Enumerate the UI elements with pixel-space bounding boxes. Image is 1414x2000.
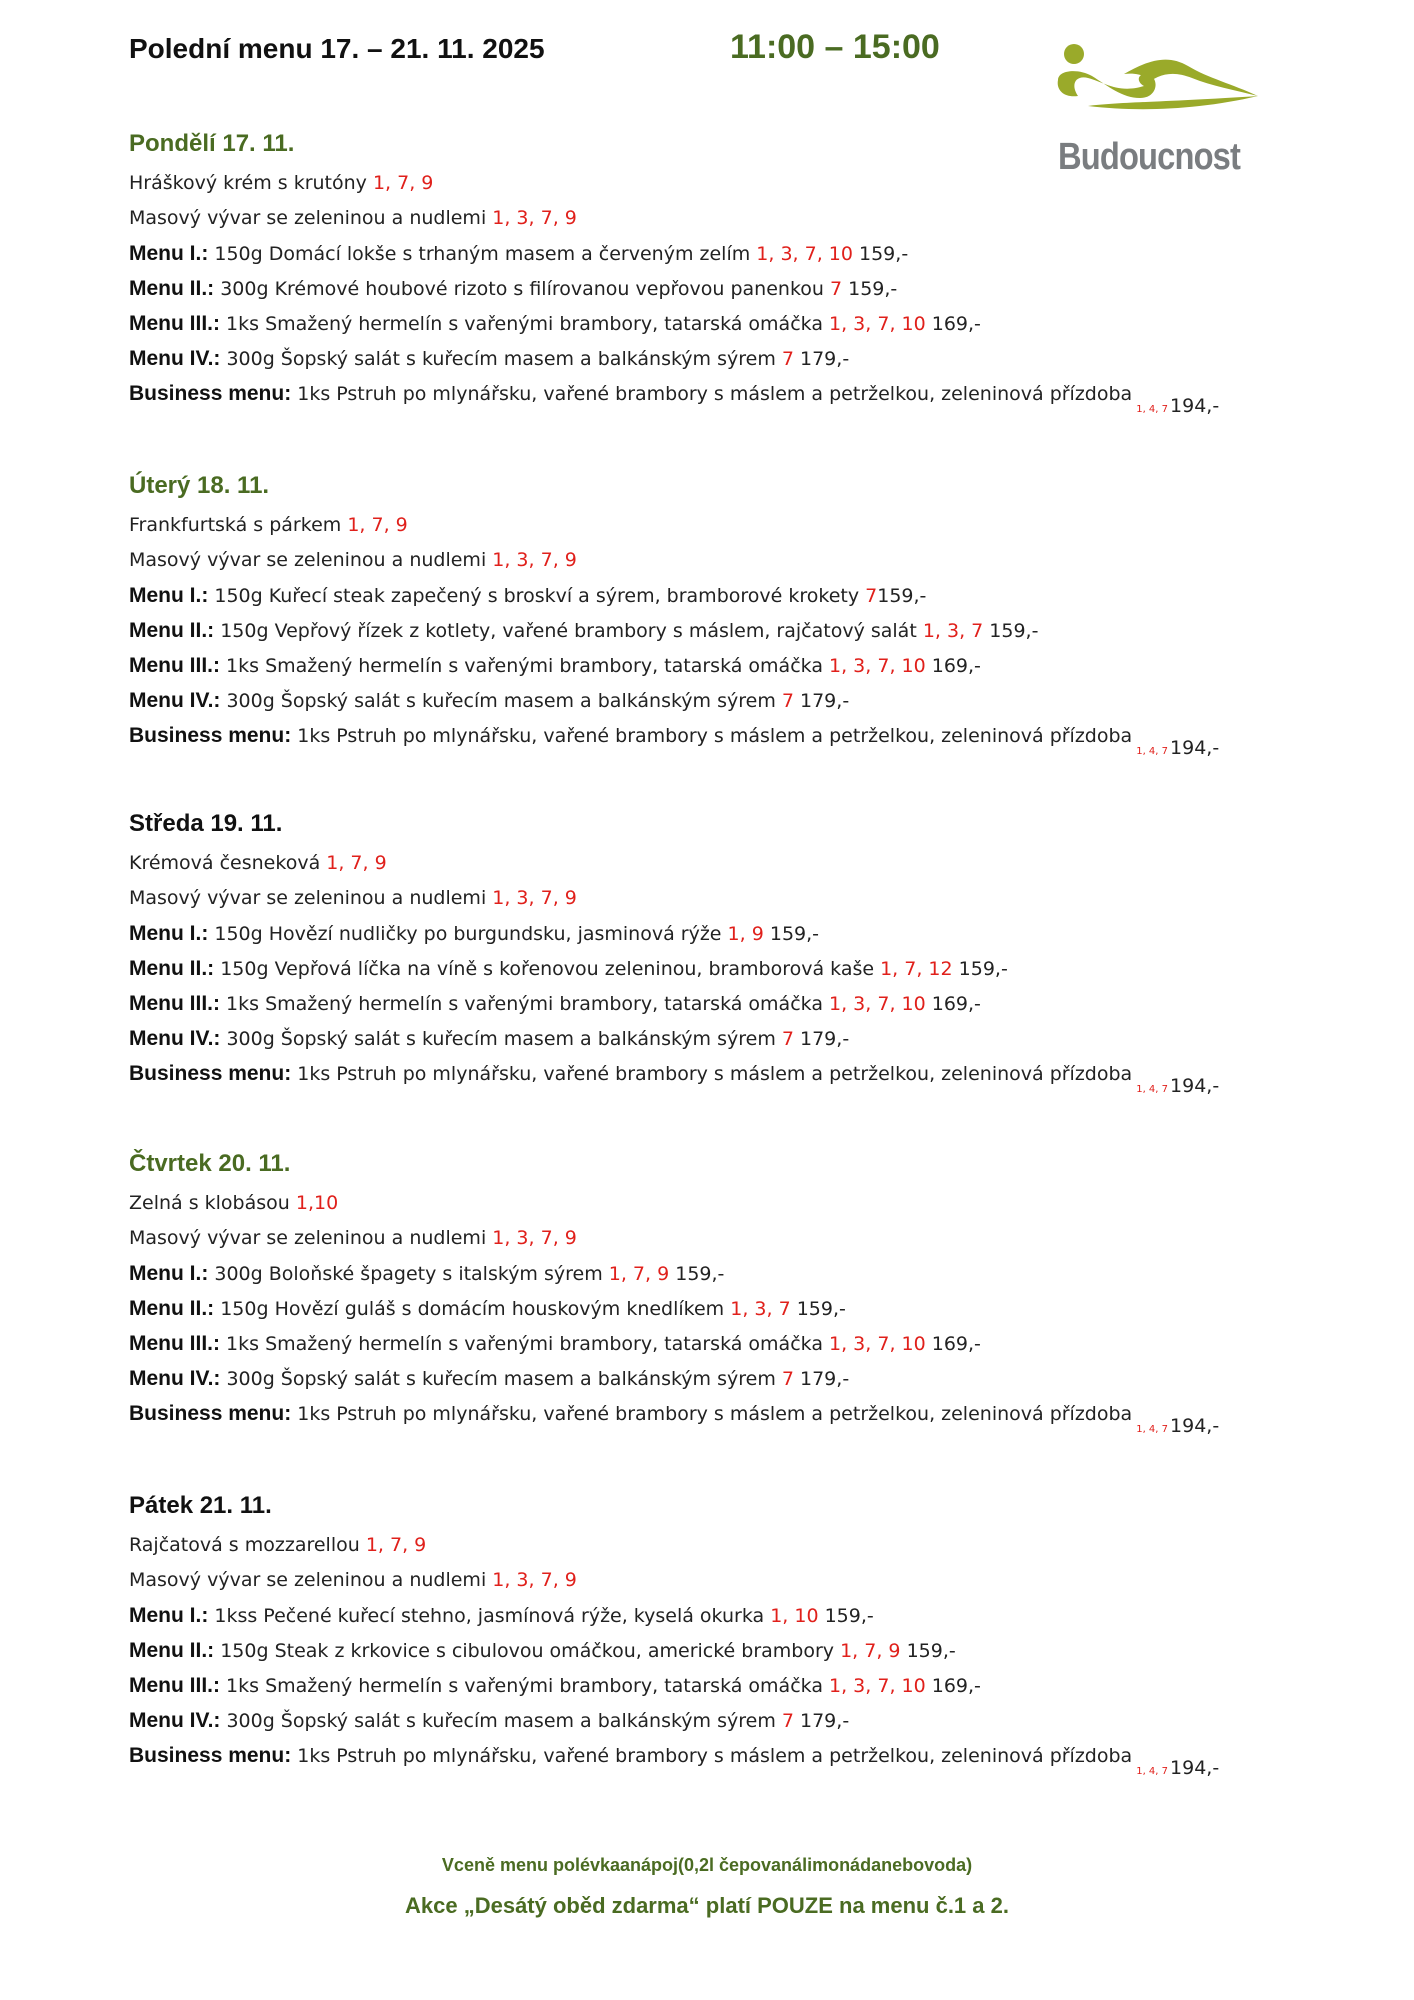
menu-label: Menu IV.:: [129, 689, 221, 712]
menu-item: [129, 1326, 1289, 1361]
allergens: 7: [781, 1028, 794, 1050]
day-title: Středa 19. 11.: [129, 810, 283, 837]
soup-text: Masový vývar se zeleninou a nudlemi: [129, 207, 493, 229]
day-section: [129, 1150, 1289, 1437]
business-price: 194,-: [1170, 1075, 1220, 1097]
soup-text: Masový vývar se zeleninou a nudlemi: [129, 887, 493, 909]
menu-label: Menu IV.:: [129, 347, 221, 370]
soup-item: [129, 881, 1289, 916]
soup-text: Zelná s klobásou: [129, 1192, 296, 1214]
soup-item: [129, 1528, 1289, 1563]
soup-item: [129, 1186, 1289, 1221]
menu-price: 159,-: [818, 1605, 874, 1627]
menu-item: [129, 986, 1289, 1021]
menu-price: 179,-: [793, 1028, 850, 1050]
soup-item: [129, 846, 1289, 881]
menu-price: 159,-: [669, 1263, 725, 1285]
menu-item: [129, 1291, 1289, 1326]
allergens: 1, 7, 9: [372, 172, 434, 194]
allergens: 7: [781, 1710, 794, 1732]
allergens: 1, 3, 7, 10: [756, 243, 853, 265]
menu-label: Menu I.:: [129, 922, 209, 945]
menu-label: Menu I.:: [129, 1604, 209, 1627]
logo-text: Budoucnost: [1058, 136, 1241, 178]
business-menu-item: [129, 1396, 1289, 1437]
menu-text: 300g Šopský salát s kuřecím masem a balkánským sýrem: [220, 1710, 782, 1732]
soup-item: [129, 1221, 1289, 1256]
menu-item: [129, 271, 1289, 306]
menu-text: 150g Hovězí guláš s domácím houskovým knedlíkem: [214, 1298, 731, 1320]
menu-label: Menu III.:: [129, 992, 220, 1015]
menu-label: Menu IV.:: [129, 1367, 221, 1390]
menu-item: [129, 648, 1289, 683]
menu-text: 150g Vepřový řízek z kotlety, vařené brambory s máslem, rajčatový salát: [214, 620, 923, 642]
business-label: Business menu:: [129, 382, 292, 405]
business-menu-item: [129, 1738, 1289, 1779]
menu-label: Menu III.:: [129, 654, 220, 677]
allergens: 1, 3, 7, 9: [492, 1569, 577, 1591]
menu-price: 169,-: [925, 1675, 981, 1697]
menu-item: [129, 306, 1289, 341]
menu-text: 150g Steak z krkovice s cibulovou omáčkou, americké brambory: [214, 1640, 841, 1662]
allergens: 1, 9: [727, 923, 764, 945]
menu-text: 300g Krémové houbové rizoto s filírovanou vepřovou panenkou: [214, 278, 830, 300]
menu-item: [129, 1021, 1289, 1056]
allergens: 7: [781, 348, 794, 370]
day-title: Pátek 21. 11.: [129, 1492, 272, 1519]
soup-text: Hráškový krém s krutóny: [129, 172, 373, 194]
menu-text: 150g Vepřová líčka na víně s kořenovou zeleninou, bramborová kaše: [214, 958, 881, 980]
day-title: Čtvrtek 20. 11.: [129, 1150, 291, 1177]
business-price: 194,-: [1170, 1757, 1220, 1779]
menu-item: [129, 1668, 1289, 1703]
menu-price: 179,-: [793, 1710, 850, 1732]
menu-price: 159,-: [952, 958, 1008, 980]
menu-price: 169,-: [925, 313, 981, 335]
business-price: 194,-: [1170, 1415, 1220, 1437]
allergens: 1, 7, 9: [365, 1534, 427, 1556]
business-price: 194,-: [1170, 737, 1220, 759]
business-text: 1ks Pstruh po mlynářsku, vařené brambory s máslem a petrželkou, zeleninová přízdoba: [291, 1063, 1133, 1085]
allergens: 1, 3, 7, 10: [829, 1675, 926, 1697]
allergens: 1, 7, 9: [326, 852, 387, 874]
soup-text: Frankfurtská s párkem: [129, 514, 348, 536]
footer-note: Vceně menu polévkaanápoj(0,2l čepovanálimonádanebovoda): [441, 1855, 973, 1875]
soup-item: [129, 508, 1289, 543]
allergens: 1, 3, 7, 10: [829, 1333, 926, 1355]
menu-item: [129, 613, 1289, 648]
menu-text: 1ks Smažený hermelín s vařenými brambory, tatarská omáčka: [220, 1333, 830, 1355]
menu-label: Menu II.:: [129, 277, 215, 300]
allergens: 1, 10: [770, 1605, 819, 1627]
business-label: Business menu:: [129, 1402, 292, 1425]
menu-text: 300g Šopský salát s kuřecím masem a balkánským sýrem: [220, 690, 782, 712]
menu-item: [129, 683, 1289, 718]
menu-price: 169,-: [925, 655, 981, 677]
menu-item: [129, 951, 1289, 986]
menu-text: 300g Šopský salát s kuřecím masem a balkánským sýrem: [220, 1368, 782, 1390]
menu-text: 300g Šopský salát s kuřecím masem a balkánským sýrem: [220, 1028, 782, 1050]
business-menu-item: [129, 376, 1289, 417]
menu-price: 159,-: [790, 1298, 846, 1320]
business-text: 1ks Pstruh po mlynářsku, vařené brambory s máslem a petrželkou, zeleninová přízdoba: [291, 725, 1133, 747]
soup-text: Masový vývar se zeleninou a nudlemi: [129, 549, 493, 571]
menu-text: 1kss Pečené kuřecí stehno, jasmínová rýže, kyselá okurka: [208, 1605, 771, 1627]
menu-item: [129, 1703, 1289, 1738]
soup-text: Masový vývar se zeleninou a nudlemi: [129, 1227, 493, 1249]
menu-text: 300g Šopský salát s kuřecím masem a balkánským sýrem: [220, 348, 782, 370]
allergens: 1, 4, 7: [1136, 1084, 1169, 1095]
business-label: Business menu:: [129, 1062, 292, 1085]
menu-price: 159,-: [842, 278, 898, 300]
menu-text: 150g Kuřecí steak zapečený s broskví a sýrem, bramborové krokety: [208, 585, 866, 607]
menu-label: Menu II.:: [129, 619, 215, 642]
soup-text: Krémová česneková: [129, 852, 327, 874]
menu-price: 159,-: [877, 585, 927, 607]
menu-label: Menu III.:: [129, 1674, 220, 1697]
allergens: 1, 3, 7, 9: [492, 1227, 577, 1249]
allergens: 1, 3, 7, 10: [829, 313, 926, 335]
soup-text: Masový vývar se zeleninou a nudlemi: [129, 1569, 493, 1591]
business-menu-item: [129, 1056, 1289, 1097]
allergens: 1, 7, 9: [608, 1263, 670, 1285]
allergens: 1, 4, 7: [1136, 746, 1169, 757]
allergens: 1, 4, 7: [1136, 404, 1169, 415]
menu-label: Menu II.:: [129, 1297, 215, 1320]
menu-item: [129, 578, 1289, 613]
menu-text: 150g Domácí lokše s trhaným masem a červeným zelím: [208, 243, 757, 265]
menu-label: Menu II.:: [129, 1639, 215, 1662]
menu-label: Menu IV.:: [129, 1709, 221, 1732]
menu-price: 169,-: [925, 1333, 981, 1355]
business-label: Business menu:: [129, 1744, 292, 1767]
menu-label: Menu III.:: [129, 312, 220, 335]
allergens: 7: [781, 1368, 794, 1390]
menu-price: 159,-: [763, 923, 820, 945]
menu-text: 300g Boloňské špagety s italským sýrem: [208, 1263, 609, 1285]
allergens: 1, 7, 9: [347, 514, 408, 536]
menu-text: 1ks Smažený hermelín s vařenými brambory, tatarská omáčka: [220, 1675, 830, 1697]
menu-label: Menu II.:: [129, 957, 215, 980]
soup-item: [129, 166, 1289, 201]
menu-item: [129, 1598, 1289, 1633]
soup-item: [129, 1563, 1289, 1598]
menu-price: 179,-: [793, 1368, 850, 1390]
menu-price: 159,-: [983, 620, 1039, 642]
menu-text: 150g Hovězí nudličky po burgundsku, jasminová rýže: [208, 923, 728, 945]
allergens: 1,10: [295, 1192, 339, 1214]
menu-item: [129, 341, 1289, 376]
page-title: Polední menu 17. – 21. 11. 2025: [129, 33, 545, 64]
menu-item: [129, 1256, 1289, 1291]
day-title: Pondělí 17. 11.: [129, 130, 295, 157]
menu-label: Menu I.:: [129, 1262, 209, 1285]
business-price: 194,-: [1170, 395, 1220, 417]
menu-price: 179,-: [793, 348, 850, 370]
footer-promo: Akce „Desátý oběd zdarma“ platí POUZE na menu č.1 a 2.: [405, 1893, 1009, 1918]
menu-item: [129, 1633, 1289, 1668]
day-section: [129, 810, 1289, 1097]
day-title: Úterý 18. 11.: [129, 472, 270, 499]
business-label: Business menu:: [129, 724, 292, 747]
business-text: 1ks Pstruh po mlynářsku, vařené brambory s máslem a petrželkou, zeleninová přízdoba: [291, 1403, 1133, 1425]
business-text: 1ks Pstruh po mlynářsku, vařené brambory s máslem a petrželkou, zeleninová přízdoba: [291, 1745, 1133, 1767]
menu-item: [129, 1361, 1289, 1396]
day-section: [129, 1492, 1289, 1779]
menu-text: 1ks Smažený hermelín s vařenými brambory, tatarská omáčka: [220, 313, 830, 335]
menu-item: [129, 916, 1289, 951]
menu-price: 169,-: [925, 993, 981, 1015]
allergens: 1, 3, 7, 10: [829, 993, 926, 1015]
allergens: 7: [865, 585, 878, 607]
menu-label: Menu III.:: [129, 1332, 220, 1355]
allergens: 1, 4, 7: [1136, 1766, 1169, 1777]
menu-text: 1ks Smažený hermelín s vařenými brambory, tatarská omáčka: [220, 993, 830, 1015]
menu-price: 159,-: [900, 1640, 956, 1662]
day-section: [129, 130, 1289, 417]
soup-item: [129, 201, 1289, 236]
allergens: 1, 7, 9: [840, 1640, 901, 1662]
allergens: 1, 3, 7: [730, 1298, 791, 1320]
allergens: 1, 3, 7, 9: [492, 887, 577, 909]
opening-hours: 11:00 – 15:00: [730, 28, 940, 66]
soup-text: Rajčatová s mozzarellou: [129, 1534, 366, 1556]
menu-label: Menu I.:: [129, 242, 209, 265]
allergens: 1, 3, 7, 10: [829, 655, 926, 677]
soup-item: [129, 543, 1289, 578]
menu-label: Menu I.:: [129, 584, 209, 607]
menu-price: 179,-: [793, 690, 850, 712]
business-menu-item: [129, 718, 1289, 759]
menu-price: 159,-: [852, 243, 909, 265]
menu-label: Menu IV.:: [129, 1027, 221, 1050]
allergens: 1, 3, 7, 9: [492, 207, 577, 229]
allergens: 7: [829, 278, 843, 300]
menu-item: [129, 236, 1289, 271]
allergens: 1, 3, 7, 9: [492, 549, 577, 571]
menu-text: 1ks Smažený hermelín s vařenými brambory, tatarská omáčka: [220, 655, 830, 677]
allergens: 7: [781, 690, 794, 712]
day-section: [129, 472, 1289, 759]
allergens: 1, 3, 7: [922, 620, 984, 642]
allergens: 1, 4, 7: [1136, 1424, 1169, 1435]
allergens: 1, 7, 12: [880, 958, 953, 980]
business-text: 1ks Pstruh po mlynářsku, vařené brambory s máslem a petrželkou, zeleninová přízdoba: [291, 383, 1133, 405]
